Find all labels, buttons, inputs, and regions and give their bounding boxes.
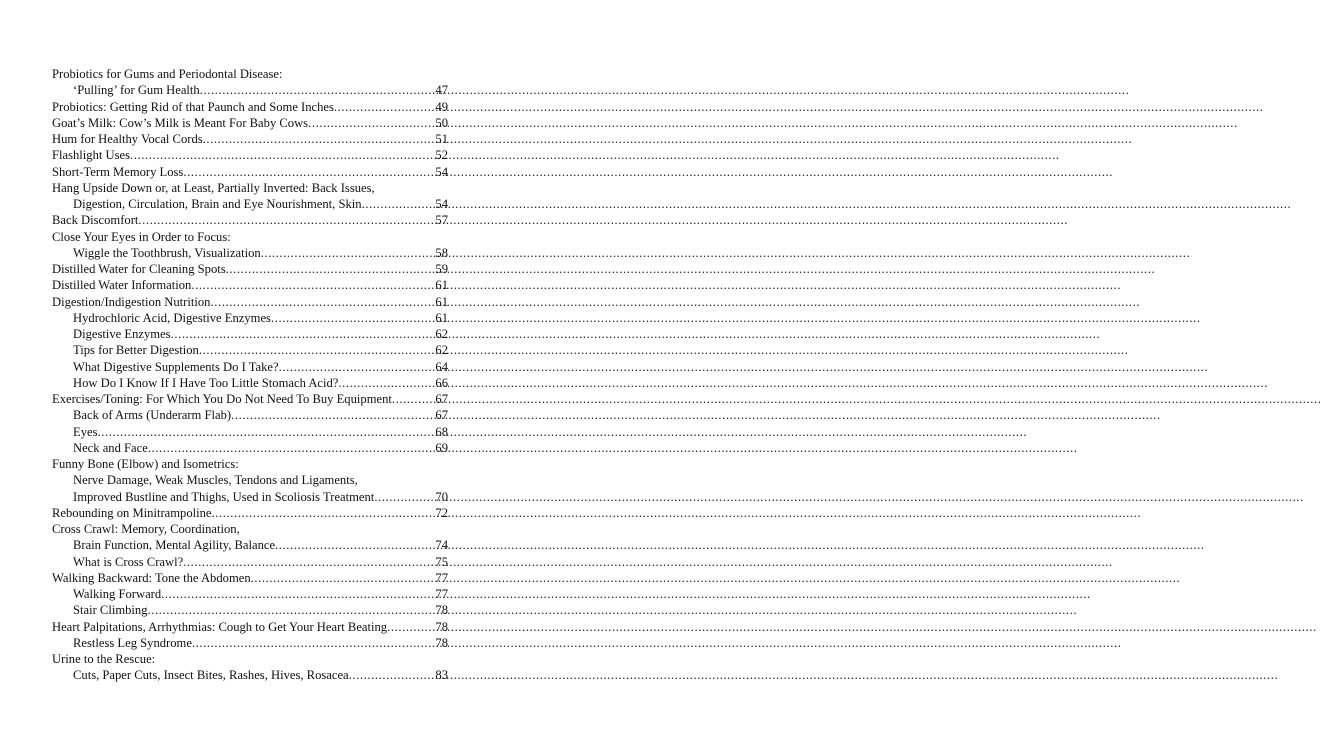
toc-entry-title: Walking Forward: [73, 587, 162, 601]
toc-page-number: 67: [435, 408, 448, 423]
toc-subentry: [52, 472, 448, 488]
toc-entry-title: Hang Upside Down or, at Least, Partially Inverted: Back Issues,: [52, 180, 375, 195]
toc-page-number: 72: [435, 505, 448, 520]
toc-entry-title: Nerve Damage, Weak Muscles, Tendons and Ligaments,: [73, 473, 358, 488]
toc-entry-title: Improved Bustline and Thighs, Used in Scoliosis Treatment: [73, 489, 375, 504]
toc-subentry: [52, 359, 448, 375]
toc-entry-title: Distilled Water for Cleaning Spots: [52, 262, 226, 276]
dot-leader: [210, 294, 434, 310]
dot-leader: [130, 147, 434, 163]
toc-entry: [52, 180, 448, 196]
toc-entry-title: Wiggle the Toothbrush, Visualization: [73, 245, 261, 260]
toc-entry-title: Digestion, Circulation, Brain and Eye Nourishment, Skin: [73, 197, 362, 211]
toc-entry-title: Tips for Better Digestion: [73, 343, 199, 358]
document-page: [0, 0, 501, 751]
dot-leader: [349, 667, 435, 683]
toc-entry-title: Brain Function, Mental Agility, Balance: [73, 538, 276, 553]
dot-leader: [161, 586, 434, 602]
toc-page-number: 58: [435, 245, 448, 260]
dot-leader: [226, 261, 435, 277]
toc-entry-title: Exercises/Toning: For Which You Do Not Need To Buy Equipment: [52, 392, 392, 406]
toc-page-number: 61: [435, 310, 448, 325]
toc-entry: [52, 505, 448, 521]
toc-page-number: 70: [435, 489, 448, 504]
dot-leader: [138, 212, 434, 228]
toc-subentry: [52, 602, 448, 618]
toc-page-number: 67: [435, 392, 448, 406]
toc-entry: [52, 570, 448, 586]
toc-entry: [52, 99, 448, 115]
toc-entry: [52, 147, 448, 163]
toc-page-number: 57: [435, 213, 448, 228]
toc-entry-title: Back of Arms (Underarm Flab): [73, 408, 232, 423]
dot-leader: [148, 440, 435, 456]
toc-subentry: [52, 375, 448, 391]
toc-entry: [52, 277, 448, 293]
dot-leader: [183, 164, 434, 180]
toc-entry: [52, 294, 448, 310]
toc-subentry: [52, 635, 448, 651]
dot-leader: [387, 619, 434, 635]
dot-leader: [212, 505, 435, 521]
dot-leader: [199, 342, 435, 358]
dot-leader: [279, 359, 435, 375]
toc-entry-title: Rebounding on Minitrampoline: [52, 505, 212, 520]
dot-leader: [191, 277, 434, 293]
toc-subentry: [52, 342, 448, 358]
toc-entry-title: Close Your Eyes in Order to Focus:: [52, 229, 231, 244]
toc-page-number: 69: [435, 440, 448, 455]
toc-entry: [52, 212, 448, 228]
toc-subentry: [52, 440, 448, 456]
toc-subentry: [52, 537, 448, 553]
dot-leader: [362, 196, 435, 212]
toc-entry-title: Hydrochloric Acid, Digestive Enzymes: [73, 310, 271, 325]
toc-page-number: 77: [435, 570, 448, 585]
toc-page-number: 62: [435, 343, 448, 358]
table-of-contents: [52, 66, 448, 684]
toc-page-number: 47: [435, 83, 448, 98]
toc-entry-title: Probiotics for Gums and Periodontal Disease:: [52, 67, 283, 81]
toc-entry-title: ‘Pulling’ for Gum Health: [73, 83, 200, 98]
toc-entry-title: What Digestive Supplements Do I Take?: [73, 359, 279, 374]
toc-entry-title: Short-Term Memory Loss: [52, 164, 184, 179]
toc-page-number: 74: [435, 538, 448, 553]
dot-leader: [148, 602, 435, 618]
toc-subentry: [52, 196, 448, 212]
toc-entry-title: Neck and Face: [73, 440, 148, 455]
dot-leader: [183, 554, 434, 570]
toc-entry: [52, 229, 448, 245]
toc-page-number: 54: [435, 164, 448, 179]
toc-entry: [52, 456, 448, 472]
dot-leader: [200, 82, 435, 98]
toc-entry-title: Walking Backward: Tone the Abdomen: [52, 570, 251, 585]
toc-entry-title: Flashlight Uses: [52, 148, 131, 163]
toc-page-number: 51: [435, 132, 448, 146]
toc-entry-title: What is Cross Crawl?: [73, 554, 184, 569]
toc-subentry: [52, 245, 448, 261]
toc-page-number: 61: [435, 294, 448, 309]
toc-entry: [52, 164, 448, 180]
toc-entry: [52, 115, 448, 131]
toc-page-number: 66: [435, 375, 448, 390]
toc-entry-title: Digestive Enzymes: [73, 327, 171, 341]
toc-page-number: 75: [435, 554, 448, 569]
toc-entry-title: Cross Crawl: Memory, Coordination,: [52, 522, 240, 536]
toc-subentry: [52, 554, 448, 570]
dot-leader: [251, 570, 435, 586]
dot-leader: [261, 245, 435, 261]
toc-entry: [52, 651, 448, 667]
toc-page-number: 78: [435, 635, 448, 650]
toc-entry-title: How Do I Know If I Have Too Little Stomach Acid?: [73, 375, 339, 390]
toc-subentry: [52, 586, 448, 602]
dot-leader: [275, 537, 434, 553]
toc-page-number: 59: [435, 262, 448, 276]
toc-page-number: 50: [435, 115, 448, 130]
toc-entry-title: Goat’s Milk: Cow’s Milk is Meant For Baby Cows: [52, 115, 309, 130]
toc-subentry: [52, 407, 448, 423]
toc-entry-title: Eyes: [73, 424, 98, 439]
dot-leader: [374, 489, 434, 505]
dot-leader: [308, 115, 434, 131]
toc-entry-title: Stair Climbing: [73, 603, 148, 618]
dot-leader: [338, 375, 434, 391]
toc-entry-title: Hum for Healthy Vocal Cords: [52, 132, 203, 146]
toc-subentry: [52, 489, 448, 505]
toc-page-number: 64: [435, 359, 448, 374]
toc-page-number: 54: [435, 197, 448, 211]
toc-page-number: 68: [435, 424, 448, 439]
toc-subentry: [52, 424, 448, 440]
toc-entry-title: Back Discomfort: [52, 213, 139, 228]
toc-entry: [52, 131, 448, 147]
dot-leader: [171, 326, 435, 342]
toc-entry-title: Distilled Water Information: [52, 278, 192, 293]
toc-page-number: 52: [435, 148, 448, 163]
toc-page-number: 49: [435, 99, 448, 114]
toc-subentry: [52, 82, 448, 98]
toc-entry-title: Probiotics: Getting Rid of that Paunch and Some Inches: [52, 99, 334, 114]
toc-entry-title: Cuts, Paper Cuts, Insect Bites, Rashes, Hives, Rosacea: [73, 668, 349, 683]
dot-leader: [203, 131, 435, 147]
toc-entry: [52, 521, 448, 537]
toc-entry: [52, 619, 448, 635]
toc-page-number: 78: [435, 619, 448, 634]
toc-entry-title: Urine to the Rescue:: [52, 652, 156, 666]
toc-entry-title: Digestion/Indigestion Nutrition: [52, 294, 211, 309]
toc-entry-title: Funny Bone (Elbow) and Isometrics:: [52, 457, 239, 471]
toc-page-number: 62: [435, 327, 448, 341]
dot-leader: [392, 391, 435, 407]
toc-entry-title: Heart Palpitations, Arrhythmias: Cough to Get Your Heart Beating: [52, 619, 388, 634]
toc-subentry: [52, 310, 448, 326]
dot-leader: [231, 407, 434, 423]
dot-leader: [271, 310, 434, 326]
toc-entry: [52, 66, 448, 82]
toc-entry: [52, 261, 448, 277]
toc-subentry: [52, 667, 448, 683]
toc-entry: [52, 391, 448, 407]
dot-leader: [334, 99, 434, 115]
toc-page-number: 77: [435, 587, 448, 601]
toc-page-number: 78: [435, 603, 448, 618]
toc-entry-title: Restless Leg Syndrome: [73, 635, 192, 650]
toc-page-number: 83: [435, 668, 448, 683]
toc-page-number: 61: [435, 278, 448, 293]
dot-leader: [97, 424, 434, 440]
dot-leader: [192, 635, 434, 651]
toc-subentry: [52, 326, 448, 342]
